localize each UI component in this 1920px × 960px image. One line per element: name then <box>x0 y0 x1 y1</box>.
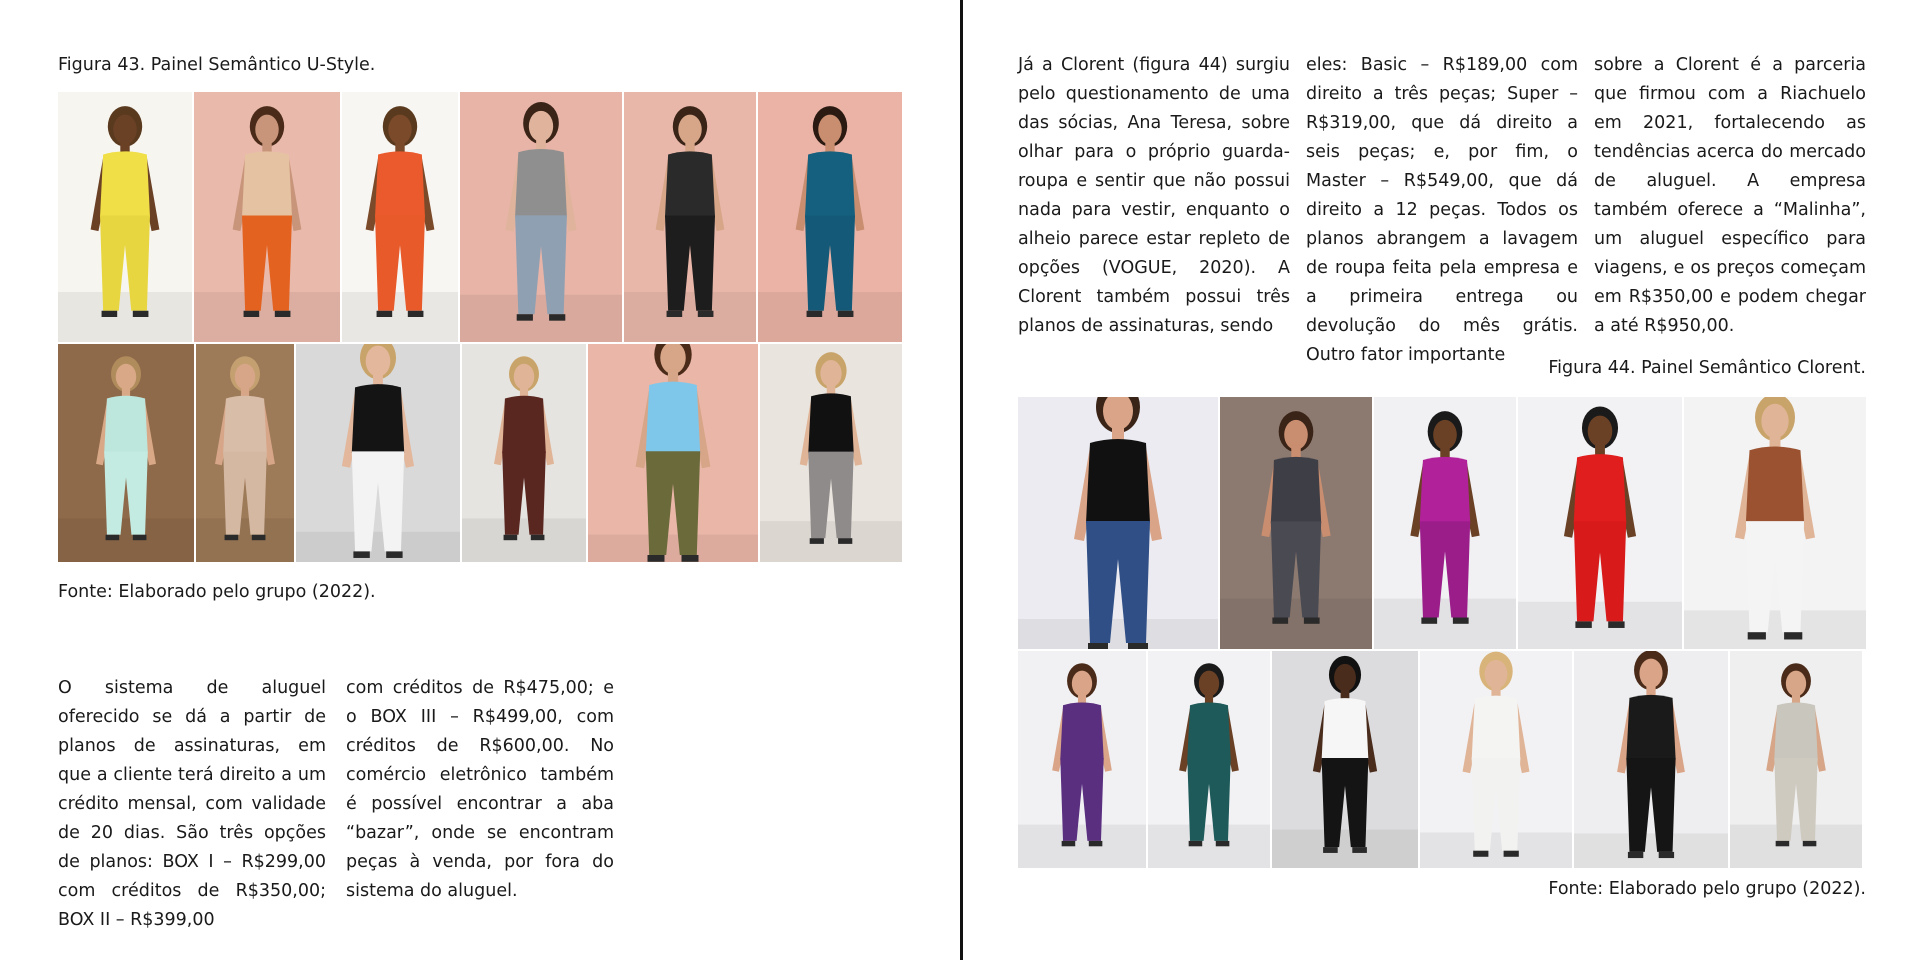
model-grey-set-photo <box>1730 651 1862 868</box>
model-teal-cape-dress-photo <box>1148 651 1270 868</box>
model-white-suit-photo-figure <box>1420 651 1572 868</box>
model-black-feather-top-photo <box>1018 397 1218 649</box>
model-teal-set-photo-figure <box>758 92 902 342</box>
figure-43-source: Fonte: Elaborado pelo grupo (2022). <box>58 582 376 602</box>
model-red-dress-photo-figure <box>1518 397 1682 649</box>
model-yellow-outfit-photo <box>58 92 192 342</box>
model-yellow-outfit-photo-figure <box>58 92 192 342</box>
clorent-mood-board <box>1018 397 1866 868</box>
u-style-mood-board <box>58 92 902 562</box>
model-white-suit-photo <box>1420 651 1572 868</box>
body-text-column-2: eles: Basic – R$189,00 com direito a três peças; Super – R$319,00, que dá direito a seis peças; e, por fim, o Master – R$549,00, que dá direito a 12 peças. Todos os planos abrangem a lavagem de roupa feita pela empresa e a primeira entrega ou devolução do mês grátis. Outro fator importante <box>1306 55 1578 365</box>
right-page <box>963 0 1920 960</box>
model-burgundy-dress-photo <box>462 344 586 562</box>
body-text-column-3: sobre a Clorent é a parceria que firmou com a Riachuelo em 2021, fortalecendo as tendências acerca do mercado de aluguel. A empresa também oferece a “Malinha”, um aluguel específico para viagens, e os preços começam em R$350,00 e podem chegar a até R$950,00. <box>1594 55 1866 336</box>
model-white-shirt-photo <box>1272 651 1418 868</box>
model-orange-skirt-photo <box>194 92 340 342</box>
model-black-feather-top-photo-figure <box>1018 397 1218 649</box>
model-black-lace-top-photo-figure <box>1574 651 1728 868</box>
model-black-lace-top-photo <box>1574 651 1728 868</box>
model-burgundy-dress-photo-figure <box>462 344 586 562</box>
model-black-halter-photo <box>760 344 902 562</box>
model-black-halter-photo-figure <box>760 344 902 562</box>
black-cargo-boots-photo-figure <box>1220 397 1372 649</box>
model-purple-sequin-dress-photo <box>1374 397 1516 649</box>
model-nude-dress-photo <box>196 344 294 562</box>
model-velvet-dress-photo-figure <box>1018 651 1146 868</box>
body-text-column-1: O sistema de aluguel oferecido se dá a partir de planos de assinaturas, em que a cliente terá direito a um crédito mensal, com validade de 20 dias. São três opções de planos: BOX I – R$299,00 com créditos de R$350,00; BOX II – R$399,00 <box>58 678 326 930</box>
figure-44-caption: Figura 44. Painel Semântico Clorent. <box>1548 358 1866 378</box>
model-white-shirt-photo-figure <box>1272 651 1418 868</box>
model-brown-leather-jacket-photo <box>1684 397 1866 649</box>
black-cargo-boots-photo <box>1220 397 1372 649</box>
model-purple-sequin-dress-photo-figure <box>1374 397 1516 649</box>
model-blue-top-photo <box>588 344 758 562</box>
model-red-dress-photo <box>1518 397 1682 649</box>
model-brown-leather-jacket-photo-figure <box>1684 397 1866 649</box>
model-velvet-dress-photo <box>1018 651 1146 868</box>
model-mint-gown-photo-figure <box>58 344 194 562</box>
model-black-cutout-top-photo <box>296 344 460 562</box>
model-teal-set-photo <box>758 92 902 342</box>
body-text-column-1: Já a Clorent (figura 44) surgiu pelo questionamento de uma das sócias, Ana Teresa, sobre olhar para o próprio guarda-roupa e sentir que não possui nada para vestir, enquanto o alheio parece estar repleto de opções (VOGUE, 2020). A Clorent também possui três planos de assinaturas, sendo <box>1018 55 1290 336</box>
model-silver-top-photo-figure <box>460 92 622 342</box>
model-orange-skirt-photo-figure <box>194 92 340 342</box>
model-silver-top-photo <box>460 92 622 342</box>
model-black-cutout-top-photo-figure <box>296 344 460 562</box>
model-blue-top-photo-figure <box>588 344 758 562</box>
model-orange-jumpsuit-photo-figure <box>342 92 458 342</box>
model-nude-dress-photo-figure <box>196 344 294 562</box>
figure-43-caption: Figura 43. Painel Semântico U-Style. <box>58 55 376 75</box>
model-orange-jumpsuit-photo <box>342 92 458 342</box>
model-mint-gown-photo <box>58 344 194 562</box>
figure-44-source: Fonte: Elaborado pelo grupo (2022). <box>1548 879 1866 899</box>
body-text-column-2: com créditos de R$475,00; e o BOX III – R$499,00, com créditos de R$600,00. No comércio eletrônico também é possível encontrar a aba “bazar”, onde se encontram peças à venda, por fora do sistema do aluguel. <box>346 678 614 901</box>
model-black-dress-photo-figure <box>624 92 756 342</box>
model-black-dress-photo <box>624 92 756 342</box>
model-teal-cape-dress-photo-figure <box>1148 651 1270 868</box>
model-grey-set-photo-figure <box>1730 651 1862 868</box>
